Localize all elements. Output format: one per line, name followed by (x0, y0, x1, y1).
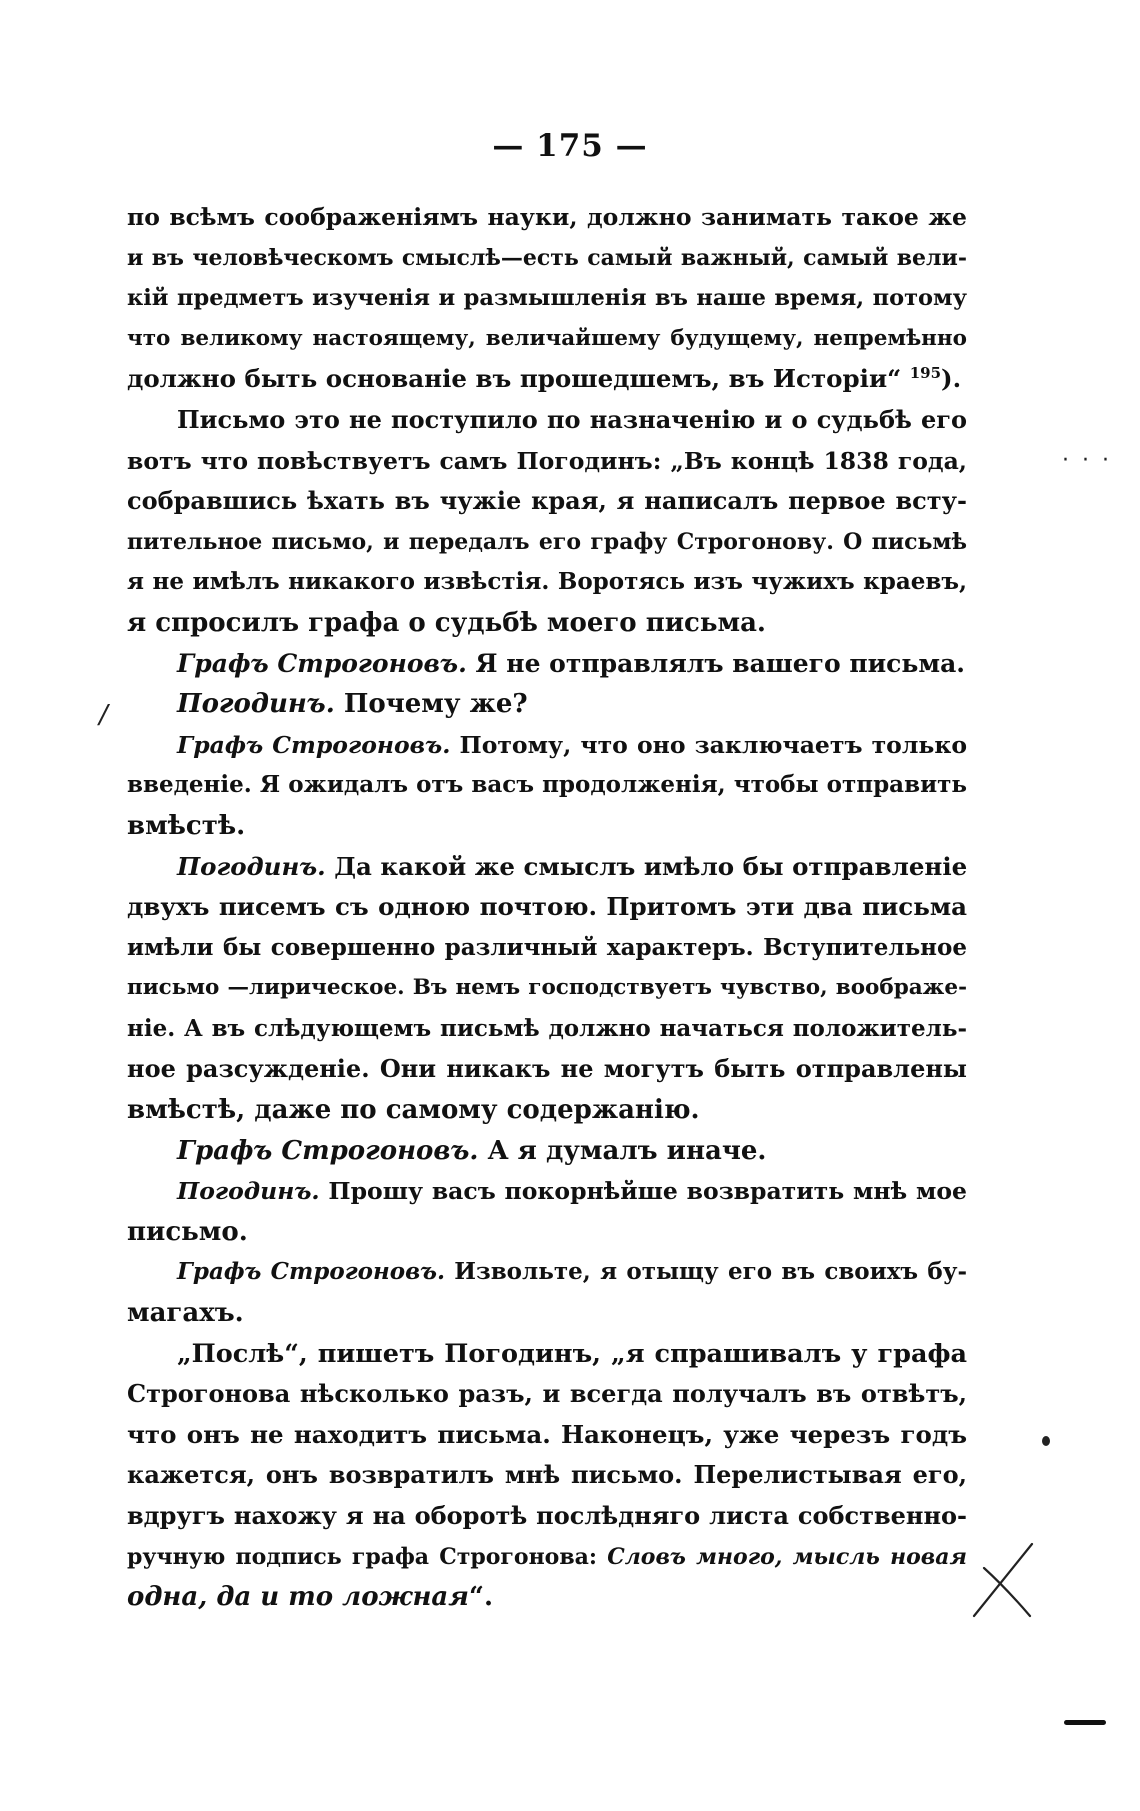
text-segment: я спросилъ графа о судьбѣ моего письма. (127, 607, 766, 638)
text-line (127, 725, 967, 766)
text-segment: ). (941, 364, 962, 394)
text-segment: ное разсужденіе. Они никакъ не могутъ быть отправлены (127, 1054, 967, 1084)
text-line (127, 1049, 967, 1090)
text-line (127, 765, 967, 806)
text-line (127, 562, 967, 603)
text-line (127, 319, 967, 360)
text-segment: письмо. (127, 1216, 248, 1247)
text-line (127, 1374, 967, 1415)
body-text (127, 197, 967, 1618)
margin-tick-mark: / (99, 700, 108, 730)
text-line (127, 644, 967, 685)
text-segment: пительное письмо, и передалъ его графу Строгонову. О письмѣ (127, 528, 967, 555)
speaker-name: Погодинъ. (177, 1177, 320, 1206)
text-segment: что великому настоящему, величайшему будущему, непремѣнно (127, 325, 967, 351)
page-number: — 175 — (492, 128, 648, 164)
text-line (127, 400, 967, 441)
text-line (127, 441, 967, 482)
text-segment: вдругъ нахожу я на оборотѣ послѣдняго листа собственно- (127, 1501, 967, 1530)
text-segment: Почему же? (334, 689, 528, 720)
italic-quote: одна, да и то ложная (127, 1582, 469, 1613)
text-segment: вотъ что повѣствуетъ самъ Погодинъ: „Въ концѣ 1838 года, (127, 446, 967, 475)
text-segment: письмо —лирическое. Въ немъ господствуетъ чувство, воображе- (127, 975, 967, 1001)
text-segment: А я думалъ иначе. (478, 1135, 767, 1166)
text-segment: “. (468, 1582, 493, 1613)
text-line (127, 1496, 967, 1537)
text-segment: по всѣмъ соображеніямъ науки, должно занимать такое же (127, 203, 967, 231)
text-line (127, 1577, 967, 1618)
text-line (127, 1252, 967, 1293)
text-line (127, 603, 967, 644)
text-line (127, 1090, 967, 1131)
text-line (127, 1415, 967, 1456)
text-line (127, 887, 967, 928)
text-segment: вмѣстѣ. (127, 810, 246, 841)
text-line (127, 684, 967, 725)
margin-cross-mark (970, 1538, 1040, 1618)
text-line (127, 847, 967, 888)
text-segment: имѣли бы совершенно различный характеръ. Вступительное (127, 933, 967, 961)
text-line (127, 1171, 967, 1212)
text-line (127, 1537, 967, 1578)
text-segment: Строгонова нѣсколько разъ, и всегда получалъ въ отвѣтъ, (127, 1379, 967, 1409)
margin-dots-mark: · · · (1062, 448, 1112, 473)
text-segment: ніе. А въ слѣдующемъ письмѣ должно начаться положитель- (127, 1014, 967, 1042)
text-segment: я не имѣлъ никакого извѣстія. Воротясь изъ чужихъ краевъ, (127, 568, 967, 596)
speaker-name: Погодинъ. (177, 851, 326, 881)
text-segment: магахъ. (127, 1298, 244, 1329)
text-segment: и въ человѣческомъ смыслѣ—есть самый важный, самый вели- (127, 244, 967, 271)
speaker-name: Графъ Строгоновъ. (177, 730, 451, 759)
italic-quote: Словъ много, мысль новая (607, 1543, 967, 1570)
text-segment: кій предметъ изученія и размышленія въ наше время, потому (127, 285, 967, 312)
speaker-name: Графъ Строгоновъ. (177, 1258, 445, 1286)
text-line (127, 806, 967, 847)
text-segment: ручную подпись графа Строгонова: (127, 1543, 608, 1570)
text-line (127, 197, 967, 238)
text-segment: собравшись ѣхать въ чужіе края, я написалъ первое всту- (127, 486, 967, 516)
text-segment: Я не отправлялъ вашего письма. (466, 648, 965, 678)
text-segment: Письмо это не поступило по назначенію и о судьбѣ его (177, 404, 967, 434)
text-segment: двухъ писемъ съ одною почтою. Притомъ эти два письма (127, 892, 967, 922)
text-segment: Потому, что оно заключаетъ только (450, 730, 967, 759)
text-segment: „Послѣ“, пишетъ Погодинъ, „я спрашивалъ у графа (177, 1338, 967, 1369)
text-line (127, 1334, 967, 1375)
text-line (127, 359, 967, 400)
text-line (127, 278, 967, 319)
text-line (127, 928, 967, 969)
text-line (127, 968, 967, 1009)
text-segment: вмѣстѣ, даже по самому содержанію. (127, 1095, 700, 1126)
margin-dot-mark (1042, 1436, 1050, 1446)
text-line (127, 522, 967, 563)
text-segment: Прошу васъ покорнѣйше возвратить мнѣ мое (319, 1177, 967, 1206)
text-line (127, 1293, 967, 1334)
speaker-name: Графъ Строгоновъ. (177, 648, 467, 678)
text-segment: введеніе. Я ожидалъ отъ васъ продолженія, чтобы отправить (127, 771, 967, 799)
text-segment: кажется, онъ возвратилъ мнѣ письмо. Перелистывая его, (127, 1460, 967, 1490)
text-segment: Извольте, я отыщу его въ своихъ бу- (444, 1258, 968, 1286)
text-line (127, 1009, 967, 1050)
speaker-name: Погодинъ. (177, 689, 335, 720)
text-segment: должно быть основаніе въ прошедшемъ, въ Исторіи“ (127, 364, 910, 394)
text-line (127, 1212, 967, 1253)
text-line (127, 1455, 967, 1496)
footnote-reference: 195 (909, 364, 942, 383)
text-line (127, 238, 967, 279)
text-segment: Да какой же смыслъ имѣло бы отправленіе (325, 851, 968, 881)
margin-dash-mark (1064, 1720, 1106, 1725)
text-segment: что онъ не находитъ письма. Наконецъ, уже черезъ годъ (127, 1419, 967, 1449)
text-line (127, 1131, 967, 1172)
speaker-name: Графъ Строгоновъ. (177, 1135, 479, 1166)
text-line (127, 481, 967, 522)
